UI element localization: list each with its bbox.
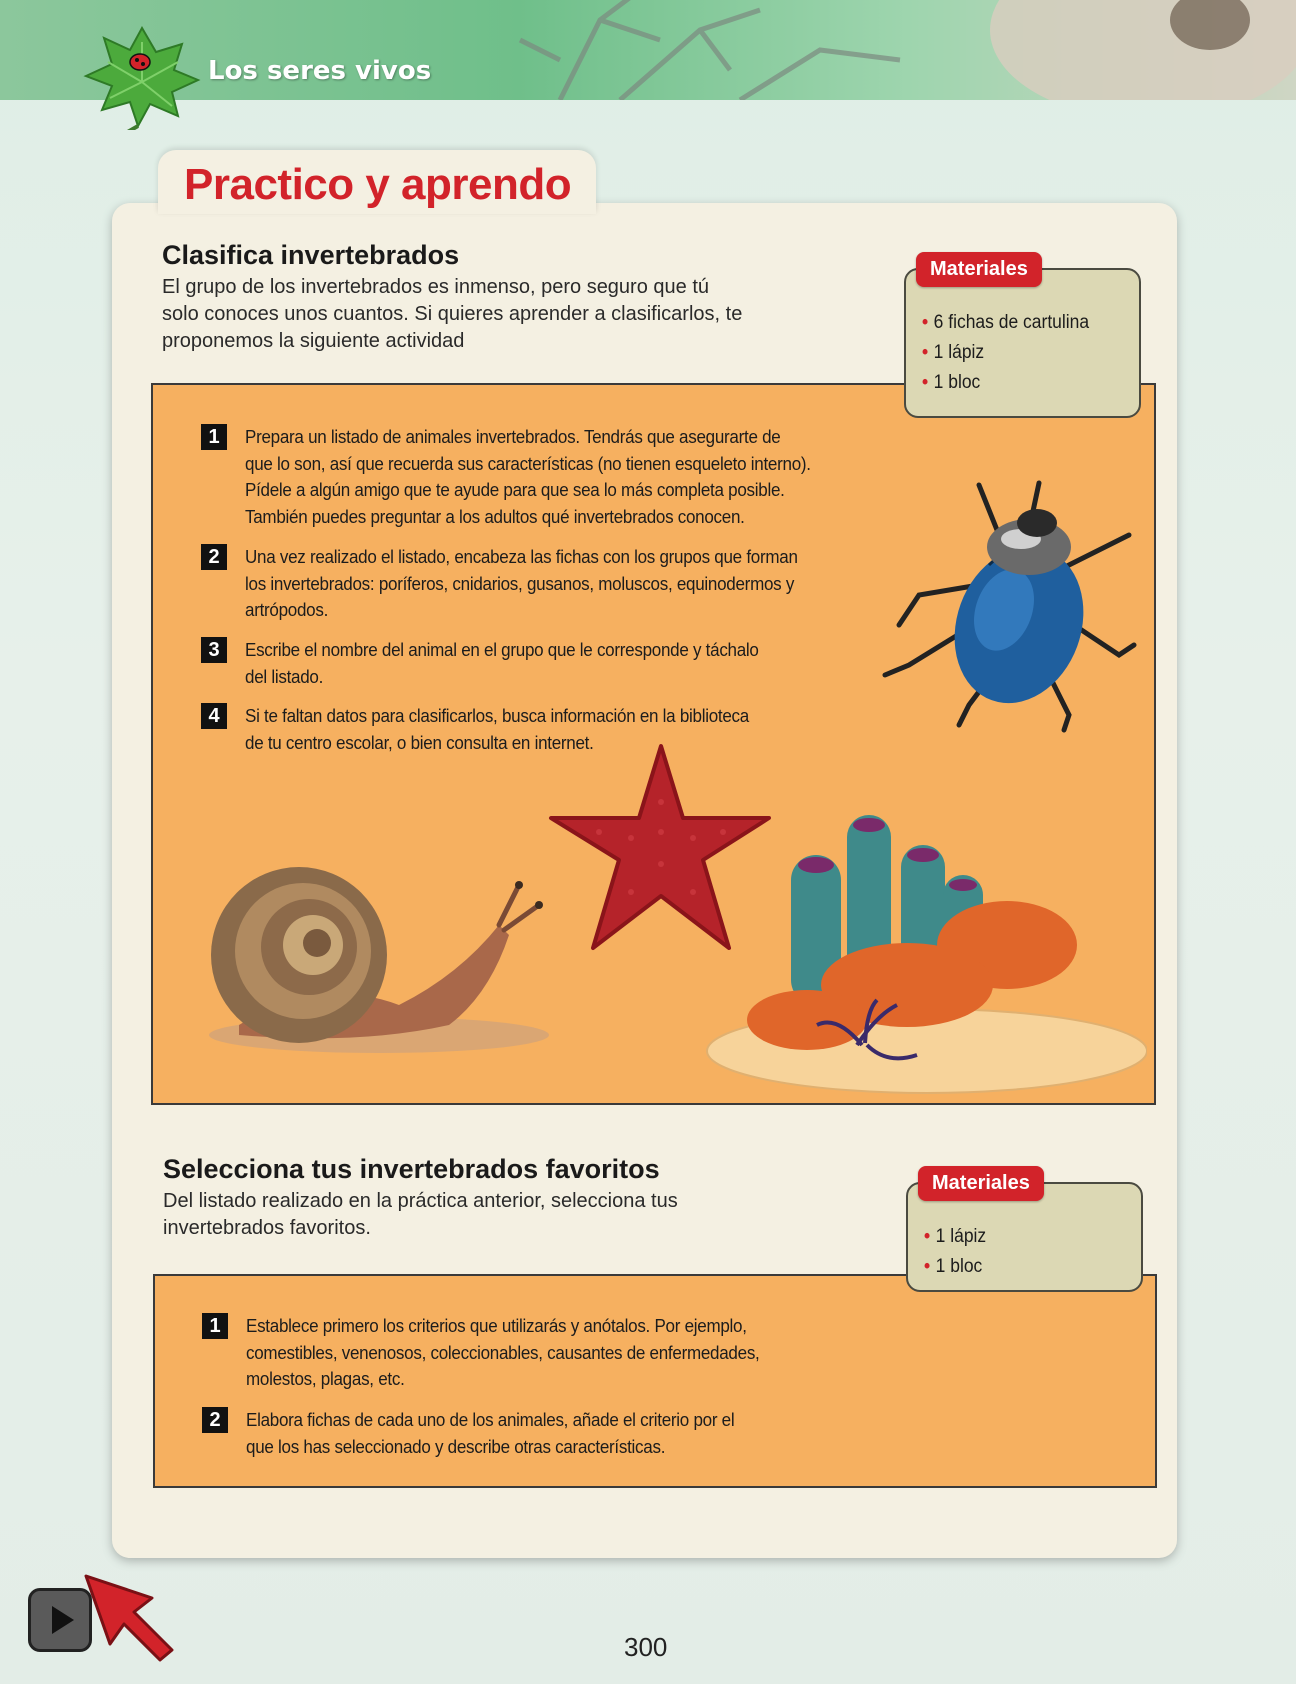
step-text bbox=[246, 1313, 760, 1393]
activity2-step bbox=[202, 1313, 804, 1393]
step-number-badge: 2 bbox=[202, 1407, 228, 1433]
step-text bbox=[246, 1407, 734, 1460]
step-number-badge: 4 bbox=[201, 703, 227, 729]
bullet-dot-icon: • bbox=[924, 1256, 931, 1277]
intro-line: proponemos la siguiente actividad bbox=[162, 330, 465, 352]
chapter-title: Los seres vivos bbox=[208, 56, 432, 86]
materials-item-text: 1 lápiz bbox=[935, 1226, 987, 1247]
step-line: molestos, plagas, etc. bbox=[246, 1368, 405, 1389]
red-pointer-arrow-icon bbox=[82, 1568, 178, 1664]
step-line: Escribe el nombre del animal en el grupo que le corresponde y táchalo bbox=[245, 639, 759, 660]
activity2-heading: Selecciona tus invertebrados favoritos bbox=[163, 1154, 660, 1184]
step-number-badge: 1 bbox=[202, 1313, 228, 1339]
materials-item bbox=[922, 368, 1089, 398]
activity1-step bbox=[201, 544, 846, 624]
materials-item-text: 6 fichas de cartulina bbox=[933, 312, 1090, 333]
materials-item-text: 1 bloc bbox=[933, 372, 981, 393]
step-line: del listado. bbox=[245, 665, 324, 687]
step-line: Establece primero los criterios que utilizarás y anótalos. Por ejemplo, bbox=[246, 1315, 747, 1336]
step-number-badge: 1 bbox=[201, 424, 227, 450]
activity2-step bbox=[202, 1407, 777, 1460]
step-line: Una vez realizado el listado, encabeza las fichas con los grupos que forman bbox=[245, 546, 798, 567]
materials-item bbox=[924, 1222, 986, 1252]
step-text bbox=[245, 544, 798, 624]
activity2-intro bbox=[163, 1188, 678, 1242]
step-line: Si te faltan datos para clasificarlos, busca información en la biblioteca bbox=[245, 705, 749, 726]
leaf-ladybug-icon bbox=[82, 22, 202, 130]
step-line: Prepara un listado de animales invertebrados. Tendrás que asegurarte de bbox=[245, 426, 781, 447]
activity1-materials-list bbox=[922, 308, 1104, 398]
materials-item-text: 1 lápiz bbox=[933, 342, 985, 363]
page-number: 300 bbox=[624, 1632, 668, 1662]
intro-line: Del listado realizado en la práctica anterior, selecciona tus bbox=[163, 1190, 678, 1212]
intro-line: invertebrados favoritos. bbox=[163, 1217, 371, 1239]
step-line: Pídele a algún amigo que te ayude para que sea lo más completa posible. bbox=[245, 479, 785, 500]
step-line: También puedes preguntar a los adultos qué invertebrados conocen. bbox=[245, 505, 745, 527]
snail-illustration bbox=[199, 855, 559, 1065]
bullet-dot-icon: • bbox=[922, 372, 929, 393]
beetle-illustration bbox=[879, 475, 1139, 735]
step-number-badge: 3 bbox=[201, 637, 227, 663]
activity1-step bbox=[201, 424, 860, 530]
step-text bbox=[245, 637, 759, 690]
materials-item bbox=[922, 308, 1089, 338]
step-line: los invertebrados: poríferos, cnidarios, gusanos, moluscos, equinodermos y bbox=[245, 572, 795, 594]
step-line: que lo son, así que recuerda sus características (no tienen esqueleto interno). bbox=[245, 452, 811, 474]
step-text bbox=[245, 703, 749, 756]
step-line: que los has seleccionado y describe otras características. bbox=[246, 1435, 666, 1457]
intro-line: El grupo de los invertebrados es inmenso, pero seguro que tú bbox=[162, 276, 710, 298]
step-line: Elabora fichas de cada uno de los animales, añade el criterio por el bbox=[246, 1409, 735, 1430]
step-line: de tu centro escolar, o bien consulta en internet. bbox=[245, 731, 594, 753]
section-title: Practico y aprendo bbox=[184, 160, 572, 209]
activity1-step bbox=[201, 703, 793, 756]
step-line: comestibles, venenosos, coleccionables, causantes de enfermedades, bbox=[246, 1341, 760, 1363]
step-number-badge: 2 bbox=[201, 544, 227, 570]
step-line: artrópodos. bbox=[245, 599, 329, 620]
activity1-heading: Clasifica invertebrados bbox=[162, 240, 460, 270]
activity1-materials-label: Materiales bbox=[916, 252, 1042, 287]
bullet-dot-icon: • bbox=[924, 1226, 931, 1247]
materials-item bbox=[924, 1252, 986, 1282]
activity2-materials-label: Materiales bbox=[918, 1166, 1044, 1201]
step-text bbox=[245, 424, 811, 530]
activity1-step bbox=[201, 637, 803, 690]
play-icon bbox=[40, 1600, 80, 1640]
materials-item-text: 1 bloc bbox=[935, 1256, 983, 1277]
materials-item bbox=[922, 338, 1089, 368]
activity1-intro bbox=[162, 274, 742, 355]
bullet-dot-icon: • bbox=[922, 312, 929, 333]
intro-line: solo conoces unos cuantos. Si quieres aprender a clasificarlos, te bbox=[162, 303, 743, 325]
bullet-dot-icon: • bbox=[922, 342, 929, 363]
activity2-materials-list bbox=[924, 1222, 992, 1282]
coral-sponge-illustration bbox=[687, 795, 1147, 1095]
